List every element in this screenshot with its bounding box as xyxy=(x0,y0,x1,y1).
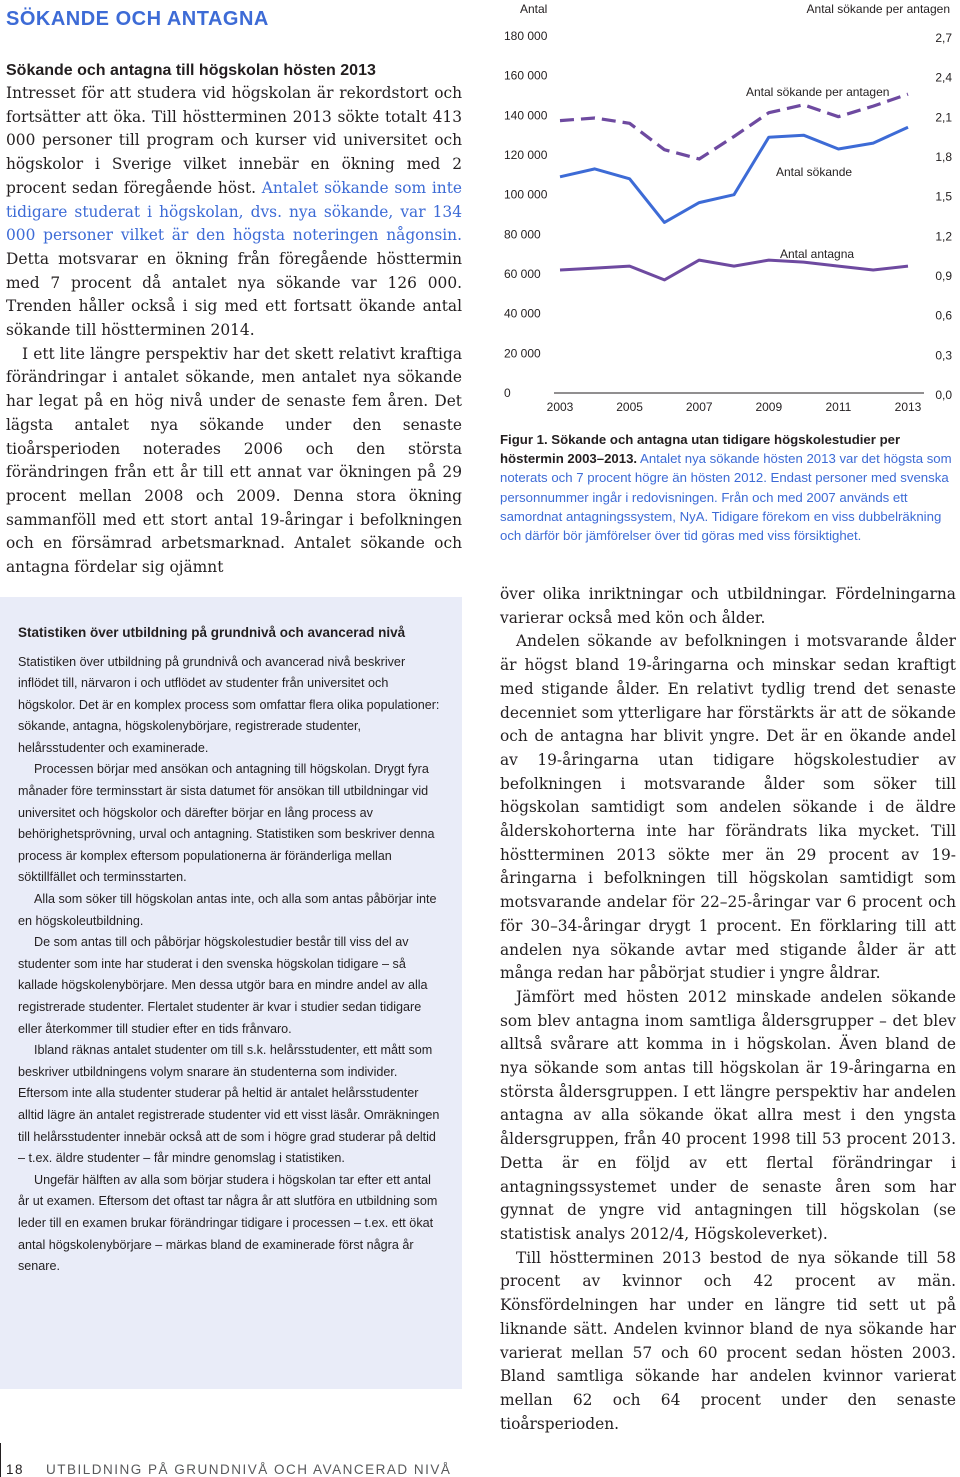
right-tick-label: 0,0 xyxy=(935,388,952,402)
left-axis-ticks xyxy=(504,29,548,400)
x-tick-label: 2005 xyxy=(616,400,643,414)
left-tick-label: 80 000 xyxy=(504,227,541,242)
page-number: 18 xyxy=(6,1462,25,1477)
article-paragraph-1 xyxy=(6,82,462,343)
figure-caption-title: Figur 1. Sökande och antagna utan tidigare högskolestudier per höstermin 2003–2013. xyxy=(500,432,901,467)
fact-box-paragraph-2: Processen börjar med ansökan och antagning till högskolan. Drygt fyra månader före terminsstart är sista datumet för ansökan till utbildningar vid universitet och högskolor och därefter börjar en lång process av behörighetsprövning, urval och antagning. Statistiken som beskriver denna process är komplex eftersom populationerna är föränderliga mellan söktillfället och terminsstarten. xyxy=(18,762,435,885)
fact-box-paragraph-4: De som antas till och påbörjar högskolestudier består till viss del av studenter som inte har studerat i den svenska högskolan tidigare – så kallade högskolenybörjare. Men dessa utgör bara en mindre andel av alla registrerade studenter. Flertalet studenter är kvar i studier sedan tidigare eller återkommer till studier efter en tids frånvaro. xyxy=(18,935,428,1036)
x-tick-label: 2013 xyxy=(894,400,922,414)
chart-svg xyxy=(500,0,960,420)
annotation-applicants: Antal sökande xyxy=(776,165,853,179)
article-highlight: Antalet sökande som inte tidigare studerat i högskolan, dvs. nya sökande, var 134 000 personer vilket är den högsta noteringen någonsin. xyxy=(6,178,462,245)
article-right-column xyxy=(500,583,956,1436)
fact-box-title: Statistiken över utbildning på grundnivå och avancerad nivå xyxy=(18,625,406,640)
series-layer xyxy=(560,94,908,280)
left-tick-label: 40 000 xyxy=(504,306,541,321)
article-paragraph-6: Till höstterminen 2013 bestod de nya sökande till 58 procent av kvinnor och 42 procent av män. Könsfördelningen har under en längre tid sett ut på liknande sätt. Andelen kvinnor bland de nya sökande har varierat mellan 57 och 60 procent sedan hösten 2003. Bland samtliga sökande har andelen kvinnor varierat mellan 62 och 64 procent under den senaste tioårsperioden. xyxy=(500,1248,956,1433)
figure-chart xyxy=(500,0,960,420)
left-tick-label: 120 000 xyxy=(504,148,548,162)
series-line-antal-sökande-per-antagen xyxy=(560,94,908,159)
right-axis-label: Antal sökande per antagen xyxy=(806,2,950,16)
footer-rule xyxy=(0,1443,1,1477)
right-tick-label: 0,9 xyxy=(935,269,952,283)
article-paragraph-5: Jämfört med hösten 2012 minskade andelen sökande som blev antagna inom samtliga åldersgrupper – det blev alltså svårare att komma in i högskolan. Även bland de nya sökande som antas till högskolan är 19-åringarna en största åldersgruppen. I ett längre perspektiv har andelen antagna av alla sökande ökat allra mest i den yngsta åldersgruppen, från 40 procent 1998 till 53 procent 2013. Detta är en följd av ett flertal förändringar i antagningssystemet under de senaste åren som har gynnat de yngre vid antagningen till högskolan (se statistisk analys 2012/4, Högskoleverket). xyxy=(500,987,956,1243)
right-tick-label: 0,3 xyxy=(935,348,952,363)
article-paragraph-4: Andelen sökande av befolkningen i motsvarande ålder är högst bland 19-åringarna och minskar sedan kraftigt med stigande ålder. En relativt tydlig trend det senaste decenniet som ytterligare har förstärkts är att de sökande och de antagna har blivit yngre. Det är en ökande andel av 19-åringarna utan tidigare högskolestudier av befolkningen i motsvarande ålder som söker till högskolan samtidigt som andelen sökande i de äldre ålderskohorterna inte har förändrats lika mycket. Till höstterminen 2013 sökte mer än 29 procent av 19-åringarna i befolkningen till högskolan samtidigt som motsvarande andelar för 22–25-åringar var 6 procent och för 30–34-åringar drygt 1 procent. En förklaring till att andelen nya sökande avtar med stigande ålder är att många redan har påbörjat studier i yngre åldrar. xyxy=(500,632,956,983)
fact-box xyxy=(0,597,462,1389)
annotation-admitted: Antal antagna xyxy=(780,247,855,261)
right-tick-label: 1,2 xyxy=(935,229,952,244)
running-title: UTBILDNING PÅ GRUNDNIVÅ OCH AVANCERAD NIVÅ xyxy=(46,1462,452,1477)
annotation-ratio: Antal sökande per antagen xyxy=(746,85,890,99)
figure-caption xyxy=(500,430,956,545)
left-tick-label: 60 000 xyxy=(504,267,541,281)
figure-caption-body: Antalet nya sökande hösten 2013 var det högsta som noterats och 7 procent högre än hösten 2012. Endast personer med svenska personnummer ingår i redovisningen. Från och med 2007 används ett samordnat antagningssystem, NyA. Tidigare förekom en viss dubbelräkning och därför bör jämförelser över tid göras med viss försiktighet. xyxy=(500,451,952,544)
left-axis-label: Antal xyxy=(520,2,548,16)
article-paragraph-1a: Intresset för att studera vid högskolan är rekordstort och fortsätter att öka. Till höstterminen 2013 sökte totalt 413 000 personer till program och kurser vid universitet och högskolor i Sverige vilket innebär en ökning med 2 procent sedan föregående höst. xyxy=(6,84,462,197)
x-tick-label: 2003 xyxy=(546,400,574,414)
left-tick-label: 20 000 xyxy=(504,346,541,361)
article-paragraph-2: I ett lite längre perspektiv har det skett relativt kraftiga förändringar i antalet sökande, men antalet nya sökande har legat på en hög nivå under de senaste fem åren. Det lägsta antalet nya sökande under den senaste tioårsperioden noterades 2006 och den största förändringen från ett år till ett annat var ökningen på 29 procent mellan 2008 och 2009. Denna stora ökning sammanföll med ett stort antal 19-åringar i befolkningen och en försämrad arbetsmarknad. Antalet sökande och antagna fördelar sig ojämnt xyxy=(6,344,462,577)
right-tick-label: 2,4 xyxy=(935,70,952,85)
x-axis-ticks xyxy=(547,400,922,414)
right-tick-label: 1,8 xyxy=(935,150,952,164)
x-tick-label: 2007 xyxy=(685,400,713,414)
fact-box-paragraph-6: Ungefär hälften av alla som börjar studera i högskolan tar efter ett antal år ut examen. Eftersom det oftast tar några år att slutföra en utbildning som leder till en examen brukar förändringar tidigare i processen – t.ex. ett ökat antal högskolenybörjare – märkas bland de examinerade först några år senare. xyxy=(18,1172,438,1274)
fact-box-content xyxy=(18,622,444,1278)
article-paragraph-1c: Detta motsvarar en ökning från föregående hösttermin med 7 procent då antalet nya sökande var 126 000. Trenden håller också i sig med ett fortsatt ökande antal sökande till höstterminen 2014. xyxy=(6,249,462,340)
article-paragraph-3: över olika inriktningar och utbildningar. Fördelningarna varierar också med kön och ålder. xyxy=(500,585,956,627)
left-tick-label: 140 000 xyxy=(504,108,548,123)
fact-box-paragraph-3: Alla som söker till högskolan antas inte, och alla som antas påbörjar inte en högskoleutbildning. xyxy=(18,892,437,928)
section-heading: SÖKANDE OCH ANTAGNA xyxy=(6,8,269,30)
right-tick-label: 1,5 xyxy=(935,189,952,204)
page-footer xyxy=(6,1462,451,1477)
article-title: Sökande och antagna till högskolan hösten 2013 xyxy=(6,62,376,79)
right-axis-ticks xyxy=(935,31,952,402)
left-tick-label: 180 000 xyxy=(504,29,548,43)
article-left-column xyxy=(6,60,462,580)
fact-box-paragraph-5: Ibland räknas antalet studenter om till s.k. helårsstudenter, ett mått som beskriver utbildningens volym snarare än studenterna som individer. Eftersom inte alla studenter studerar på heltid är antalet helårsstudenter alltid lägre än antalet registrerade studenter vid ett visst läsår. Omräkningen till helårsstudenter innebär också att de som i högre grad studerar på deltid – t.ex. äldre studenter – får mindre genomslag i statistiken. xyxy=(18,1043,440,1166)
x-tick-label: 2011 xyxy=(825,400,852,414)
left-tick-label: 160 000 xyxy=(504,68,548,83)
fact-box-paragraph-1: Statistiken över utbildning på grundnivå och avancerad nivå beskriver inflödet till, närvaron i och utflödet av studenter från universitet och högskolor. Det är en komplex process som omfattar flera olika populationer: sökande, antagna, högskolenybörjare, registrerade studenter, helårsstudenter och examinerade. xyxy=(18,654,440,755)
left-tick-label: 0 xyxy=(504,386,511,400)
series-line-antal-antagna xyxy=(560,260,908,280)
right-tick-label: 2,1 xyxy=(935,110,952,125)
series-line-antal-sökande xyxy=(560,127,908,222)
right-tick-label: 2,7 xyxy=(935,31,952,45)
x-tick-label: 2009 xyxy=(755,400,783,414)
right-tick-label: 0,6 xyxy=(935,308,952,323)
left-tick-label: 100 000 xyxy=(504,187,548,202)
